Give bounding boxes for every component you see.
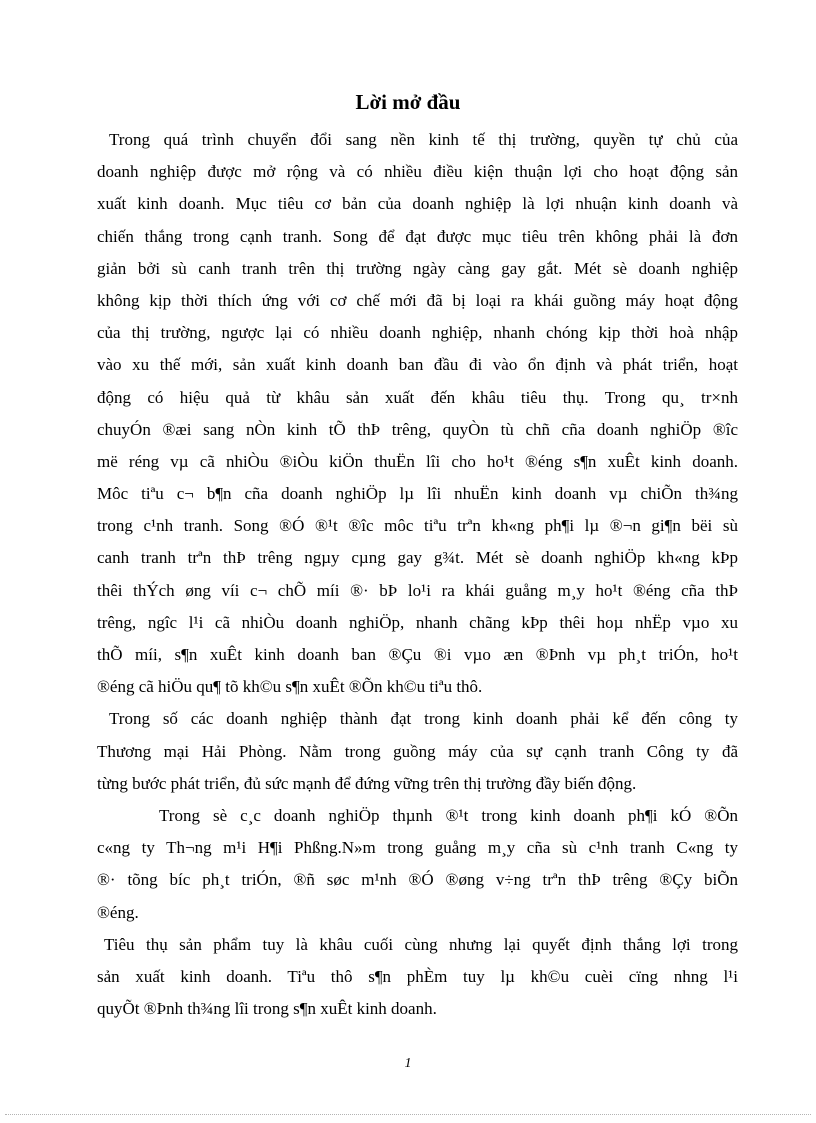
text-line: doanh nghiệp được mở rộng và có nhiều điều kiện thuận lợi cho hoạt động sản bbox=[97, 162, 738, 182]
page-number: 1 bbox=[404, 1056, 412, 1071]
document-body bbox=[97, 124, 738, 1025]
text-line: Trong số các doanh nghiệp thành đạt trong kinh doanh phải kể đến công ty bbox=[109, 709, 738, 729]
text-line: c«ng ty Th¬ng m¹i H¶i Phßng.N»m trong guång m¸y cña sù c¹nh tranh C«ng ty bbox=[97, 838, 738, 858]
text-line: không kịp thời thích ứng với cơ chế mới đã bị loại ra khái guồng máy hoạt động bbox=[97, 290, 738, 310]
text-line: më réng vµ cã nhiÒu ®iÒu kiÖn thuËn lîi cho ho¹t ®éng s¶n xuÊt kinh doanh. bbox=[97, 451, 738, 471]
text-line: sản xuất kinh doanh. Tiªu thô s¶n phÈm tuy lµ kh©u cuèi cïng nhng l¹i bbox=[97, 966, 738, 986]
text-line: quyÕt ®Þnh th¾ng lîi trong s¶n xuÊt kinh doanh. bbox=[97, 999, 437, 1019]
text-line: của thị trường, ngược lại có nhiều doanh nghiệp, nhanh chóng kịp thời hoà nhập bbox=[97, 323, 738, 343]
text-line: thÕ míi, s¶n xuÊt kinh doanh ban ®Çu ®i vµo æn ®Þnh vµ ph¸t triÓn, ho¹t bbox=[97, 645, 738, 664]
text-line: chuyÓn ®æi sang nÒn kinh tÕ thÞ trêng, quyÒn tù chñ cña doanh nghiÖp ®îc bbox=[97, 419, 738, 439]
page-title: Lời mở đầu bbox=[355, 90, 461, 114]
text-line: động có hiệu quả từ khâu sản xuất đến khâu tiêu thụ. Trong qu¸ tr×nh bbox=[97, 387, 738, 407]
text-line: Môc tiªu c¬ b¶n cña doanh nghiÖp lµ lîi nhuËn kinh doanh vµ chiÕn th¾ng bbox=[97, 484, 738, 504]
text-line: chiến thắng trong cạnh tranh. Song để đạt được mục tiêu trên không phải là đơn bbox=[97, 226, 738, 246]
text-line: xuất kinh doanh. Mục tiêu cơ bản của doanh nghiệp là lợi nhuận kinh doanh và bbox=[97, 194, 738, 214]
text-line: Tiêu thụ sản phẩm tuy là khâu cuối cùng nhưng lại quyết định thắng lợi trong bbox=[104, 934, 738, 954]
text-line: thêi thÝch øng víi c¬ chÕ míi ®· bÞ lo¹i ra khái guång m¸y ho¹t ®éng cña thÞ bbox=[97, 580, 738, 600]
text-line: ®· tõng bíc ph¸t triÓn, ®ñ søc m¹nh ®Ó ®øng v÷ng trªn thÞ trêng ®Çy biÕn bbox=[97, 870, 738, 890]
text-line: vào xu thế mới, sản xuất kinh doanh ban đầu đi vào ổn định và phát triển, hoạt bbox=[97, 355, 738, 375]
text-line: giản bởi sù canh tranh trên thị trường ngày càng gay gắt. Mét sè doanh nghiệp bbox=[97, 258, 738, 278]
text-line: Trong sè c¸c doanh nghiÖp thµnh ®¹t trong kinh doanh ph¶i kÓ ®Õn bbox=[159, 805, 738, 825]
text-line: ®éng. bbox=[97, 902, 139, 922]
text-line: Trong quá trình chuyển đổi sang nền kinh tế thị trường, quyền tự chủ của bbox=[109, 130, 738, 149]
page-bottom-rule bbox=[5, 1114, 811, 1115]
text-line: canh tranh trªn thÞ trêng ngµy cµng gay g¾t. Mét sè doanh nghiÖp kh«ng kÞp bbox=[97, 548, 738, 568]
text-line: trêng, ngîc l¹i cã nhiÒu doanh nghiÖp, nhanh chãng kÞp thêi hoµ nhËp vµo xu bbox=[97, 612, 738, 632]
text-line: trong c¹nh tranh. Song ®Ó ®¹t ®îc môc tiªu trªn kh«ng ph¶i lµ ®¬n gi¶n bëi sù bbox=[97, 516, 738, 536]
text-line: ®éng cã hiÖu qu¶ tõ kh©u s¶n xuÊt ®Õn kh©u tiªu thô. bbox=[97, 677, 483, 697]
text-line: từng bước phát triển, đủ sức mạnh để đứng vững trên thị trường đầy biến động. bbox=[97, 773, 637, 793]
text-line: Thương mại Hải Phòng. Nằm trong guồng máy của sự cạnh tranh Công ty đã bbox=[97, 741, 738, 761]
